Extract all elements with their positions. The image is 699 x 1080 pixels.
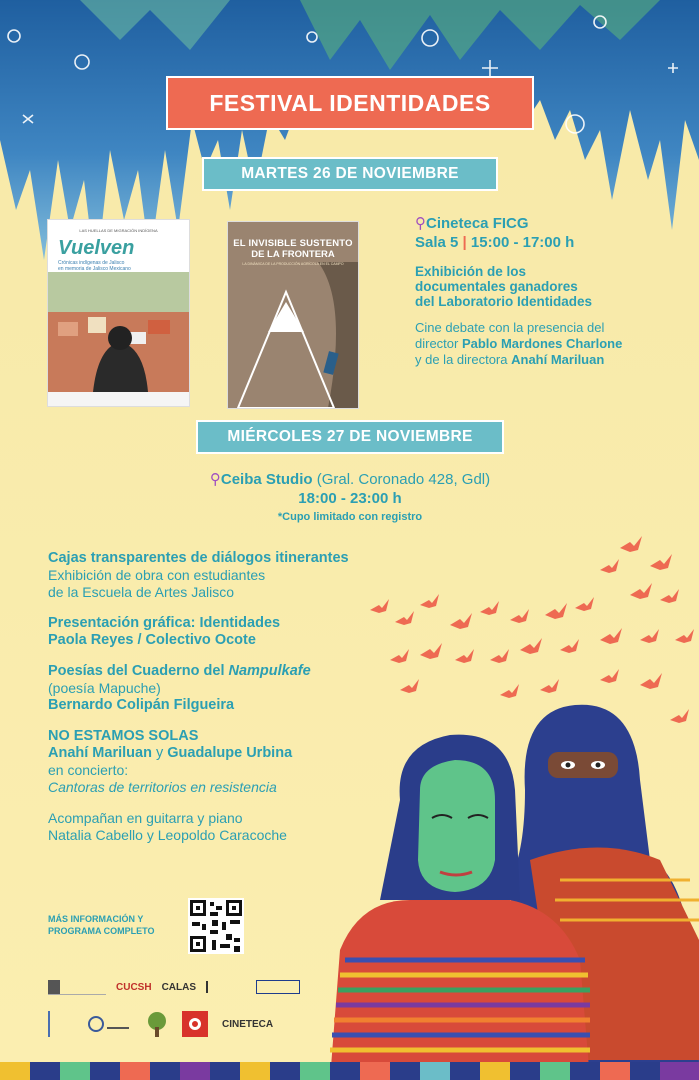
poster2-title-1: EL INVISIBLE SUSTENTO: [233, 238, 353, 249]
more-info: [48, 913, 155, 937]
program-item4-italic: Cantoras de territorios en resistencia: [48, 779, 277, 795]
day2-address: (Gral. Coronado 428, Gdl): [312, 471, 491, 488]
debate-line-3: [415, 352, 685, 368]
poster1-subtitle-1: Crónicas indígenas de Jalisco: [58, 260, 125, 266]
debate-name2: Pablo Mardones Charlone: [461, 336, 623, 351]
program-item1-title: Cajas transparentes de diálogos itinerantes: [48, 550, 349, 566]
day1-desc-2: documentales ganadores: [415, 279, 578, 294]
debate-pre3: y de la directora: [415, 352, 512, 367]
program-item1-line1: Exhibición de obra con estudiantes: [48, 567, 266, 583]
time-day1: 15:00 - 17:00 h: [470, 234, 575, 251]
program-item3-author: Bernardo Colipán Filgueira: [48, 697, 235, 713]
qr-code-icon[interactable]: [188, 898, 244, 954]
location-pin-icon: ⚲: [415, 215, 426, 232]
day1-desc-1: Exhibición de los: [415, 264, 527, 279]
sponsor-logo-5: [256, 980, 300, 994]
tree-logo: [146, 1011, 168, 1037]
cineteca-logo: CINETECA: [222, 1018, 274, 1030]
logos-row-2: [48, 1008, 308, 1040]
program-item3-title: [48, 663, 448, 680]
udg-logo: [48, 980, 106, 995]
poster1-logos: [48, 392, 189, 406]
day2-info: [100, 470, 600, 525]
more-info-1: MÁS INFORMACIÓN Y: [48, 914, 144, 924]
day1-desc-3: del Laboratorio Identidades: [415, 294, 593, 309]
room-time-line: [415, 233, 685, 252]
sponsor-logo-6: [48, 1011, 74, 1037]
venue-name: Cineteca FICG: [426, 215, 529, 232]
festival-title: FESTIVAL IDENTIDADES: [166, 76, 534, 130]
poster2-title-2: DE LA FRONTERA: [251, 249, 335, 260]
debate-line-1: Cine debate con la presencia del: [415, 320, 605, 335]
program-item5-line1: Acompañan en guitarra y piano: [48, 810, 243, 826]
day2-venue-line: [100, 470, 600, 489]
debate-name3: Anahí Mariluan: [511, 352, 605, 367]
day2-time: 18:00 - 23:00 h: [298, 490, 402, 507]
item3-title-b: Nampulkafe: [228, 663, 311, 679]
item4-name2: Guadalupe Urbina: [167, 745, 293, 761]
program-item2-title: Presentación gráfica: Identidades: [48, 615, 281, 631]
program-item2-sub: Paola Reyes / Colectivo Ocote: [48, 632, 256, 648]
date-day1: MARTES 26 DE NOVIEMBRE: [202, 157, 498, 191]
date-day2: MIÉRCOLES 27 DE NOVIEMBRE: [196, 420, 504, 454]
day1-debate: [415, 320, 685, 368]
sponsor-logo-7: [88, 1015, 132, 1033]
debate-line-2: [415, 336, 685, 352]
day1-info: [415, 214, 685, 368]
poster1-title: Vuelven: [58, 237, 135, 259]
venue-line: [415, 214, 685, 233]
room: Sala 5: [415, 234, 459, 251]
day2-note: *Cupo limitado con registro: [277, 511, 423, 523]
poster1-top: LAS HUELLAS DE MIGRACIÓN INDÍGENA: [79, 228, 158, 233]
item4-name1: Anahí Mariluan: [48, 745, 152, 761]
item3-title-a: Poesías del Cuaderno del: [48, 663, 229, 679]
red-square-logo: [182, 1011, 208, 1037]
poster2-subtitle: LA DINÁMICA DE LA PRODUCCIÓN AGRÍCOLA EN EL CAMPO: [242, 262, 344, 266]
calas-logo: CALAS: [161, 981, 197, 993]
program-item4-line: en concierto:: [48, 762, 129, 778]
day2-venue: Ceiba Studio: [220, 471, 313, 488]
poster1-photo: [48, 272, 189, 392]
poster1-subtitle-2: en memoria de Jalisco Mexicano: [58, 266, 131, 272]
program-item1-line2: de la Escuela de Artes Jalisco: [48, 584, 234, 600]
item4-and: y: [151, 745, 168, 761]
cucsh-logo: CUCSH: [116, 981, 152, 993]
debate-pre2: director: [415, 336, 462, 351]
separator: |: [462, 234, 467, 251]
program: [48, 550, 448, 844]
day1-desc: [415, 264, 685, 309]
program-item4-title: NO ESTAMOS SOLAS: [48, 728, 199, 744]
logos-row-1: [48, 976, 348, 998]
more-info-2: PROGRAMA COMPLETO: [48, 926, 155, 936]
sponsor-logo-4: [206, 981, 246, 993]
poster-vuelven: [48, 220, 189, 406]
poster-invisible-sustento: [228, 222, 358, 408]
program-item3-line: (poesía Mapuche): [48, 680, 161, 696]
program-item4-names: [48, 745, 448, 762]
location-pin-icon: ⚲: [209, 471, 221, 488]
program-item5-line2: Natalia Cabello y Leopoldo Caracoche: [48, 827, 287, 843]
